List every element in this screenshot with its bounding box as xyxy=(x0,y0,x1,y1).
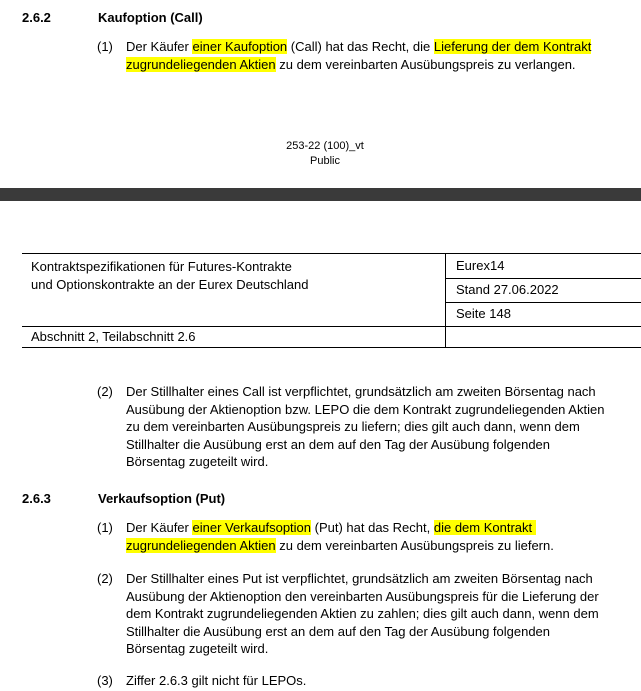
section-title-kaufoption: Kaufoption (Call) xyxy=(98,10,203,25)
paragraph-2-6-2-1: Der Käufer einer Kaufoption (Call) hat das Recht, die Lieferung der dem Kontrakt zugrundeliegenden Aktien zu dem vereinbarten Ausübungspreis zu verlangen. xyxy=(126,39,592,72)
paragraph-2-6-2-2: Der Stillhalter eines Call ist verpflichtet, grundsätzlich am zweiten Börsentag nach Ausübung der Aktienoption bzw. LEPO die dem Kontrakt zugrundeliegenden Aktien zu dem vereinbarten Ausübungspreis zu liefern; dies gilt auch dann, wenn dem Stillhalter die Ausübung erst an dem auf den Tag der Ausübung folgenden Börsentag zugeteilt wird. xyxy=(126,384,605,469)
header-rule xyxy=(445,278,641,279)
header-rule xyxy=(22,347,641,348)
section-title-verkaufsoption: Verkaufsoption (Put) xyxy=(98,491,226,506)
highlight: zugrundeliegenden Aktien xyxy=(126,537,276,553)
header-section: Abschnitt 2, Teilabschnitt 2.6 xyxy=(31,329,196,344)
highlight: Lieferung der dem Kontrakt xyxy=(433,39,592,54)
paragraph-number: (3) xyxy=(97,673,113,688)
header-rule xyxy=(22,253,641,254)
section-number-2-6-2: 2.6.2 xyxy=(22,10,51,25)
header-rule xyxy=(22,326,641,327)
paragraph-2-6-3-2: Der Stillhalter eines Put ist verpflichtet, grundsätzlich am zweiten Börsentag nach Ausübung der Aktienoption den vereinbarten Ausübungspreis für die Lieferung der dem Kontrakt zugrundeliegenden Aktien zu zahlen; dies gilt auch dann, wenn dem Stillhalter die Ausübung erst an dem auf den Tag der Ausübung folgenden Börsentag zugeteilt wird. xyxy=(126,571,599,656)
paragraph-number: (2) xyxy=(97,571,113,586)
paragraph-2-6-3-1: Der Käufer einer Verkaufsoption (Put) hat das Recht, die dem Kontrakt zugrundeliegenden Aktien zu dem vereinbarten Ausübungspreis zu liefern. xyxy=(126,520,554,553)
section-number-2-6-3: 2.6.3 xyxy=(22,491,51,506)
paragraph-number: (1) xyxy=(97,520,113,535)
highlight: zugrundeliegenden Aktien xyxy=(126,56,276,72)
paragraph-number: (2) xyxy=(97,384,113,399)
document-code: 253-22 (100)_vt xyxy=(286,140,364,152)
classification-label: Public xyxy=(310,155,340,167)
header-page-number: Seite 148 xyxy=(456,306,511,321)
highlight: die dem Kontrakt xyxy=(433,520,533,535)
header-title-line-1: Kontraktspezifikationen für Futures-Kontrakte xyxy=(31,259,292,274)
header-rule xyxy=(445,302,641,303)
paragraph-2-6-3-3: Ziffer 2.6.3 gilt nicht für LEPOs. xyxy=(126,673,307,688)
header-document-id: Eurex14 xyxy=(456,258,505,273)
paragraph-number: (1) xyxy=(97,39,113,54)
highlight: einer Verkaufsoption xyxy=(192,520,312,535)
header-date: Stand 27.06.2022 xyxy=(456,282,559,297)
header-title-line-2: und Optionskontrakte an der Eurex Deutschland xyxy=(31,277,309,292)
highlight: einer Kaufoption xyxy=(192,39,288,54)
header-column-rule xyxy=(445,253,446,347)
page-break-divider xyxy=(0,188,641,201)
